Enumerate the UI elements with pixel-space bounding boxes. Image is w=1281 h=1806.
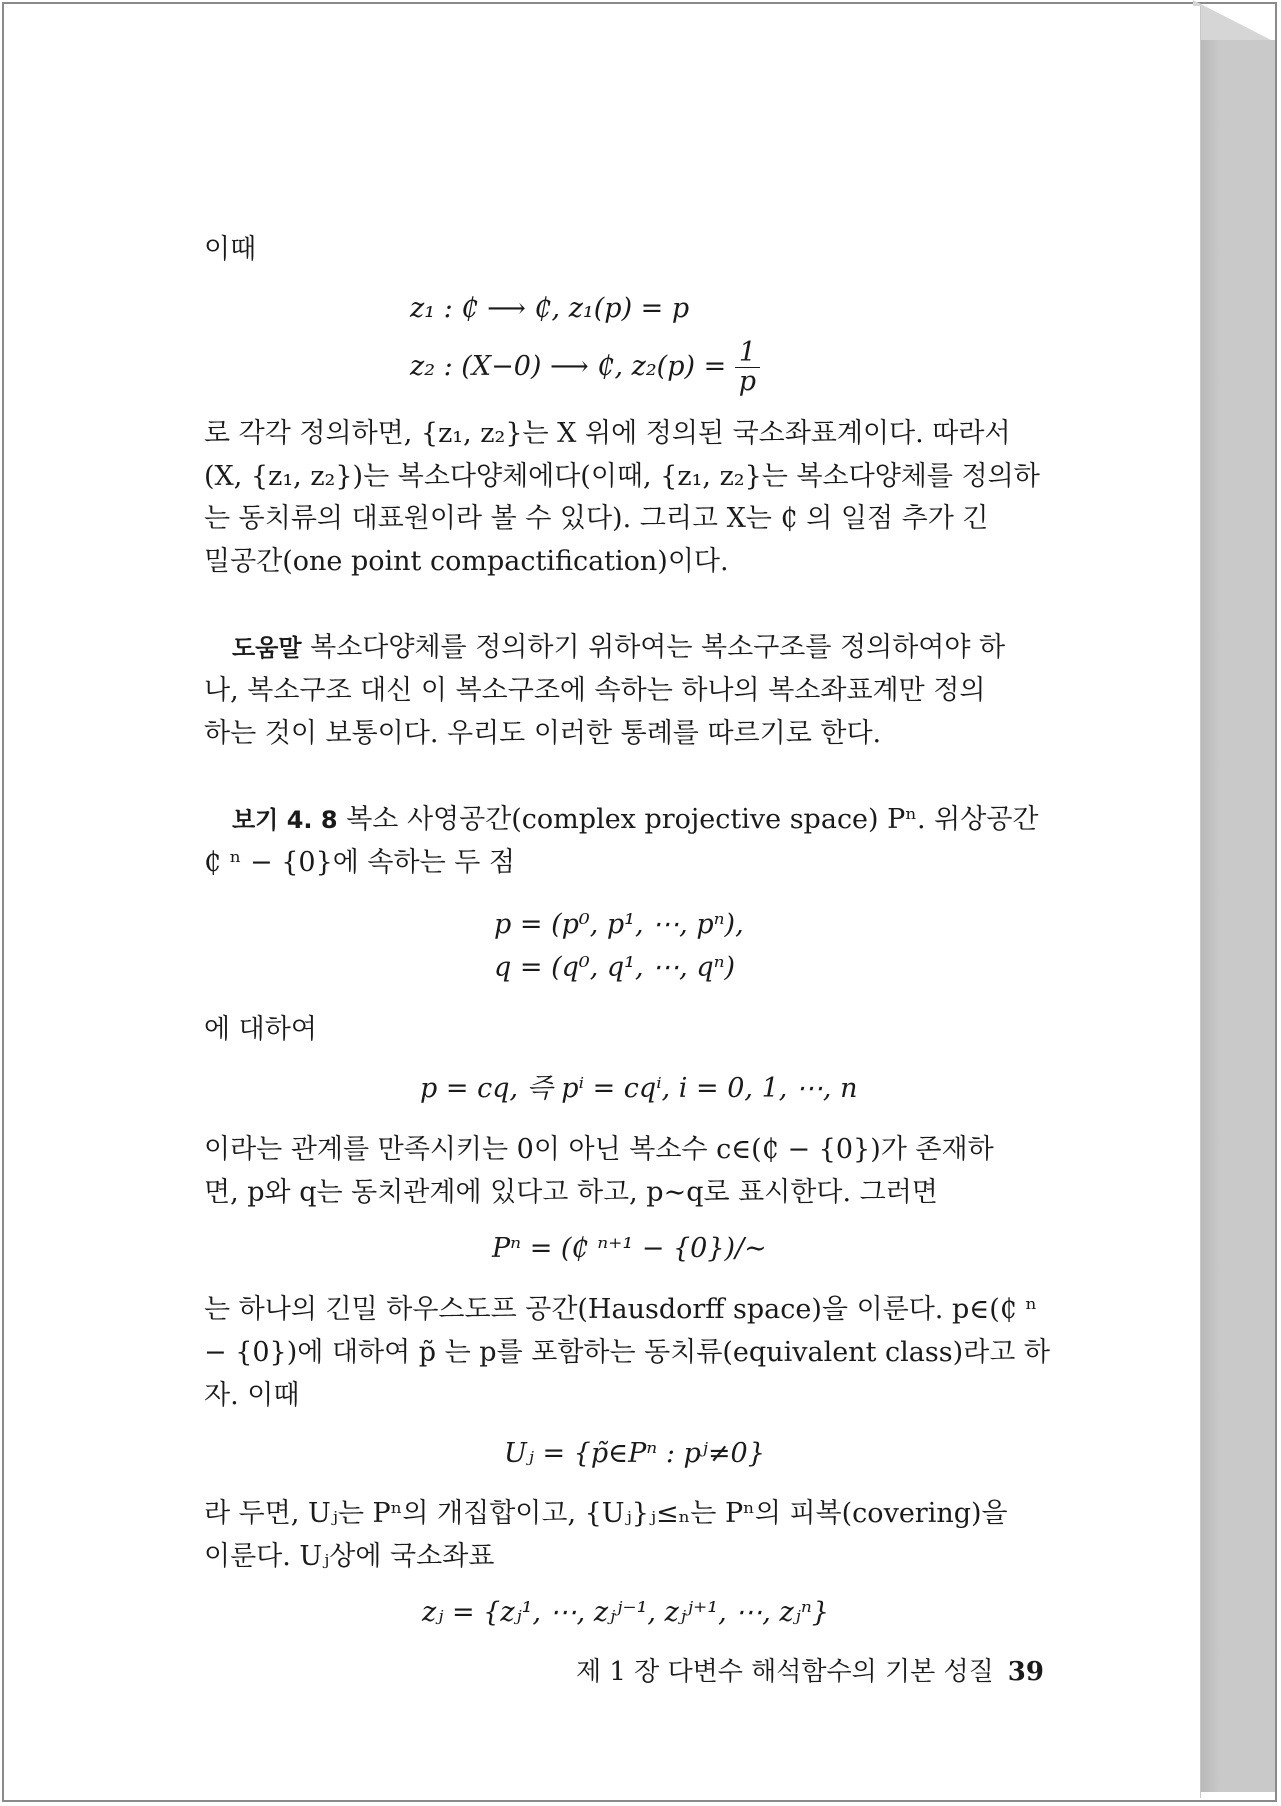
remark-line [232, 632, 1005, 664]
fraction-denominator: p [738, 366, 757, 397]
equation-z2 [410, 339, 760, 396]
book-spine-top [1193, 0, 1271, 40]
equation-relation: p = cq, 즉 pⁱ = cqⁱ, i = 0, 1, ⋯, n [420, 1073, 858, 1104]
text-line: 밀공간(one point compactification)이다. [204, 546, 729, 577]
fraction [735, 339, 760, 396]
fraction-numerator: 1 [735, 339, 760, 368]
text-line: (X, {z₁, z₂})는 복소다양체에다(이때, {z₁, z₂}는 복소다양체를 정의하 [204, 461, 1040, 492]
text-line: 면, p와 q는 동치관계에 있다고 하고, p∼q로 표시한다. 그러면 [204, 1177, 938, 1208]
text-line: 이라는 관계를 만족시키는 0이 아닌 복소수 c∈(₵ − {0})가 존재하 [204, 1134, 994, 1165]
equation-zj: zⱼ = {zⱼ¹, ⋯, zⱼʲ⁻¹, zⱼʲ⁺¹, ⋯, zⱼⁿ} [422, 1597, 829, 1628]
book-page [6, 6, 1201, 1798]
remark-text: 복소다양체를 정의하기 위하여는 복소구조를 정의하여야 하 [301, 632, 1006, 663]
equation-z2-lhs: z₂ : (X−0) ⟶ ₵, z₂(p) = [410, 351, 735, 382]
example-label: 보기 4. 8 [232, 806, 338, 834]
text-line: 라 두면, Uⱼ는 Pⁿ의 개집합이고, {Uⱼ}ⱼ≤ₙ는 Pⁿ의 피복(covering)을 [204, 1498, 1008, 1529]
equation-q: q = (q⁰, q¹, ⋯, qⁿ) [494, 952, 736, 983]
text-line: 로 각각 정의하면, {z₁, z₂}는 X 위에 정의된 국소좌표계이다. 따라서 [204, 418, 1011, 449]
page-footer [576, 1651, 1044, 1688]
chapter-title: 제 1 장 다변수 해석함수의 기본 성질 [576, 1657, 994, 1687]
text-line: 이룬다. Uⱼ상에 국소좌표 [204, 1541, 495, 1572]
equation-p: p = (p⁰, p¹, ⋯, pⁿ), [494, 909, 744, 940]
text-line: − {0})에 대하여 p̃ 는 p를 포함하는 동치류(equivalent class)라고 하 [204, 1337, 1050, 1368]
text-line: 에 대하여 [204, 1014, 317, 1045]
equation-projective: Pⁿ = (₵ ⁿ⁺¹ − {0})/∼ [492, 1233, 767, 1264]
example-text: 복소 사영공간(complex projective space) Pⁿ. 위상공간 [337, 804, 1039, 835]
page-number: 39 [1007, 1657, 1044, 1687]
equation-z1: z₁ : ₵ ⟶ ₵, z₁(p) = p [410, 293, 690, 324]
book-spine-shade [1200, 40, 1220, 1792]
remark-label: 도움말 [232, 634, 302, 662]
text-line: ₵ ⁿ − {0}에 속하는 두 점 [204, 847, 516, 878]
text-line: 하는 것이 보통이다. 우리도 이러한 통례를 따르기로 한다. [204, 718, 882, 749]
text-line: 는 하나의 긴밀 하우스도프 공간(Hausdorff space)을 이룬다. p∈(₵ ⁿ [204, 1294, 1038, 1325]
equation-uj: Uⱼ = {p̃∈Pⁿ : pʲ≠0} [504, 1438, 765, 1469]
text-line: 나, 복소구조 대신 이 복소구조에 속하는 하나의 복소좌표계만 정의 [204, 675, 986, 706]
example-line [232, 804, 1039, 836]
text-line: 자. 이때 [204, 1380, 300, 1411]
text-line: 이때 [204, 234, 257, 265]
text-line: 는 동치류의 대표원이라 볼 수 있다). 그리고 X는 ₵ 의 일점 추가 긴 [204, 503, 989, 534]
